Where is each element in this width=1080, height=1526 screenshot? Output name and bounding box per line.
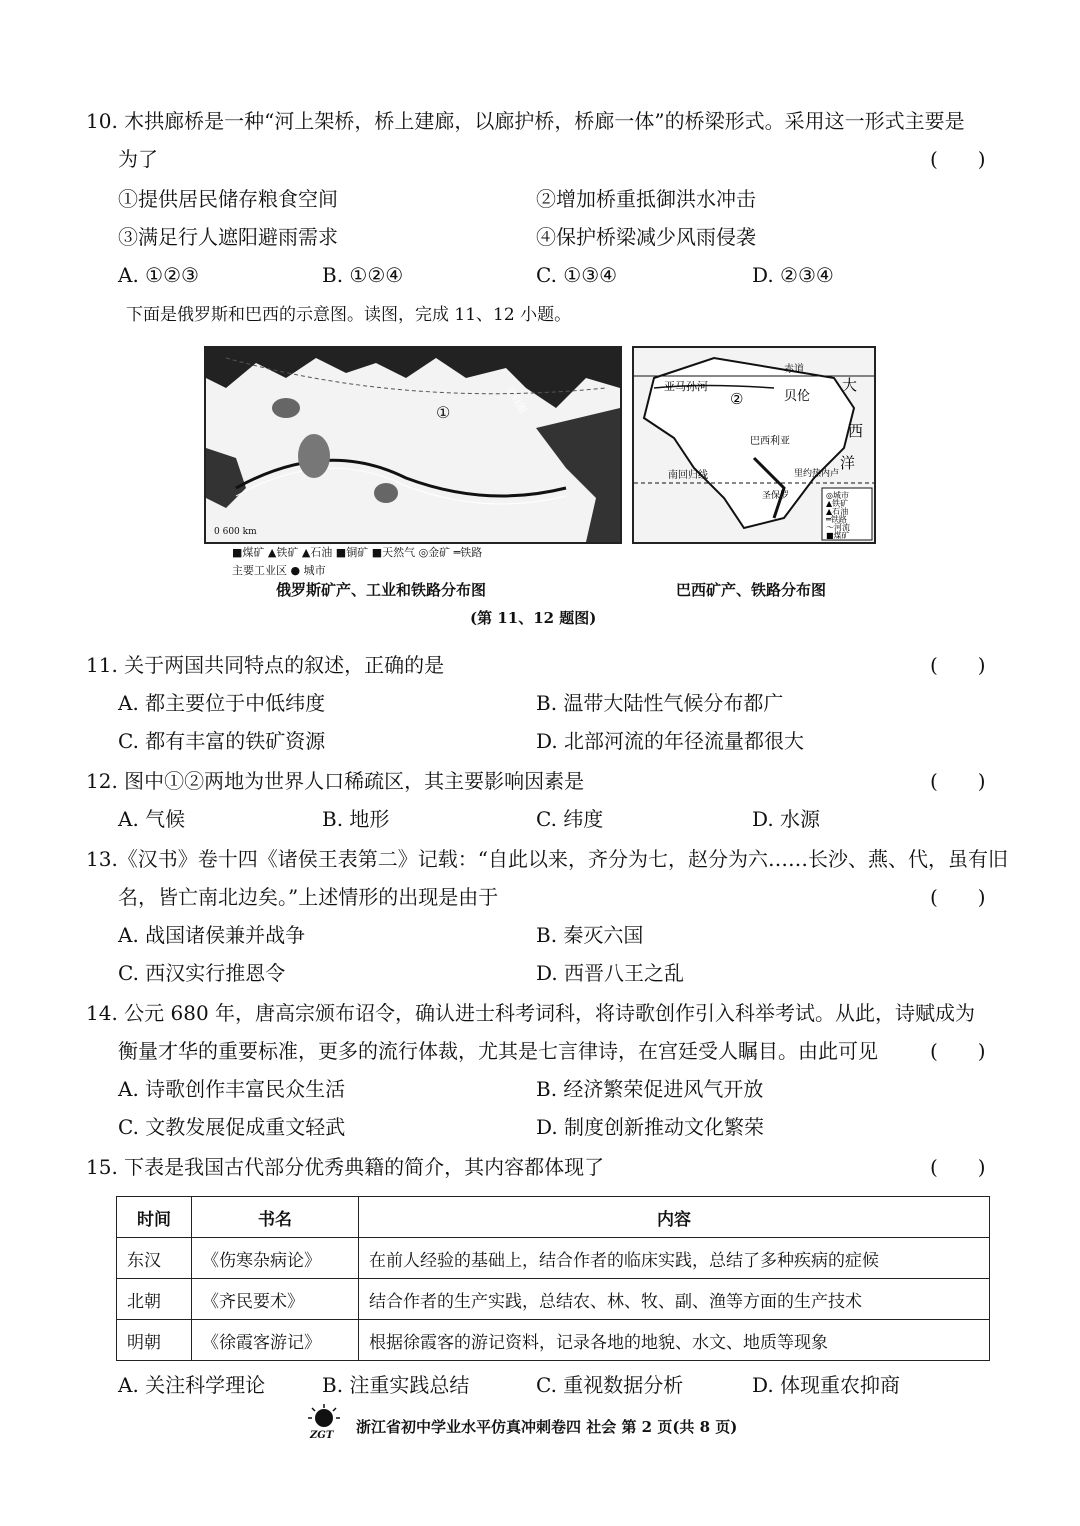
q10-item-3: ③满足行人遮阳避雨需求	[118, 225, 338, 249]
table-header-time: 时间	[117, 1197, 192, 1238]
q15-option-a: A. 关注科学理论	[118, 1373, 266, 1397]
q14-answer-paren: ( )	[930, 1039, 986, 1063]
q10-answer-paren: ( )	[930, 147, 986, 171]
q12-option-a: A. 气候	[118, 807, 186, 831]
brazil-legend-coal: ■煤矿	[826, 531, 850, 540]
q13-stem-line1: 13.《汉书》卷十四《诸侯王表第二》记载：“自此以来，齐分为七，赵分为六……长沙、燕、代，虽有旧	[86, 847, 1009, 871]
q10-option-d: D. ②③④	[752, 263, 834, 287]
q14-option-b: B. 经济繁荣促进风气开放	[536, 1077, 764, 1101]
q14-option-a: A. 诗歌创作丰富民众生活	[118, 1077, 346, 1101]
publisher-logo-text: ZGT	[310, 1430, 334, 1440]
q10-stem-line2: 为了	[118, 147, 158, 171]
intro-11-12: 下面是俄罗斯和巴西的示意图。读图，完成 11、12 小题。	[126, 305, 572, 325]
brazil-legend-river: ～河流	[826, 523, 850, 532]
q13-option-c: C. 西汉实行推恩令	[118, 961, 286, 985]
q15-answer-paren: ( )	[930, 1155, 986, 1179]
figure-caption: (第 11、12 题图)	[470, 609, 597, 627]
table-cell-content: 结合作者的生产实践，总结农、林、牧、副、渔等方面的生产技术	[359, 1279, 990, 1320]
q13-stem-line2: 名，皆亡南北边矣。”上述情形的出现是由于	[118, 885, 499, 909]
table-cell-time: 北朝	[117, 1279, 192, 1320]
q14-option-c: C. 文教发展促成重文轻武	[118, 1115, 346, 1139]
brazil-map-equator: 赤道	[784, 364, 804, 375]
q11-option-c: C. 都有丰富的铁矿资源	[118, 729, 326, 753]
page-footer: 浙江省初中学业水平仿真冲刺卷四 社会 第 2 页(共 8 页)	[356, 1418, 738, 1436]
brazil-map-belem: 贝伦	[784, 389, 811, 404]
russia-map	[204, 346, 622, 544]
table-header-book: 书名	[192, 1197, 359, 1238]
brazil-legend-iron: ▲铁矿	[826, 499, 849, 508]
russia-map-legend-line2: 主要工业区 ● 城市	[232, 564, 326, 577]
q11-answer-paren: ( )	[930, 653, 986, 677]
q11-stem: 11. 关于两国共同特点的叙述，正确的是	[86, 653, 445, 677]
russia-map-region-1: ①	[436, 403, 451, 422]
table-row	[117, 1320, 990, 1361]
q14-stem-line2: 衡量才华的重要标准，更多的流行体裁，尤其是七言律诗，在宫廷受人瞩目。由此可见	[118, 1039, 878, 1063]
q15-stem: 15. 下表是我国古代部分优秀典籍的简介，其内容都体现了	[86, 1155, 605, 1179]
brazil-map-ocean-3: 洋	[840, 454, 856, 472]
brazil-map-graphic	[634, 348, 874, 542]
q12-option-b: B. 地形	[322, 807, 390, 831]
russia-map-caption: 俄罗斯矿产、工业和铁路分布图	[276, 581, 487, 599]
q13-answer-paren: ( )	[930, 885, 986, 909]
brazil-map-caption: 巴西矿产、铁路分布图	[676, 581, 827, 599]
table-cell-time: 东汉	[117, 1238, 192, 1279]
q13-option-a: A. 战国诸侯兼并战争	[118, 923, 306, 947]
q11-option-a: A. 都主要位于中低纬度	[118, 691, 326, 715]
q12-option-d: D. 水源	[752, 807, 821, 831]
brazil-map-rio: 里约热内卢	[794, 469, 840, 479]
table-header-content: 内容	[359, 1197, 990, 1238]
table-row	[117, 1279, 990, 1320]
brazil-legend-rail: ═铁路	[826, 515, 847, 524]
q10-item-4: ④保护桥梁减少风雨侵袭	[536, 225, 756, 249]
q13-option-d: D. 西晋八王之乱	[536, 961, 685, 985]
table-cell-book: 《伤寒杂病论》	[192, 1238, 359, 1279]
brazil-map	[632, 346, 876, 544]
brazil-map-brasilia: 巴西利亚	[750, 436, 790, 447]
russia-map-arctic-label: 北极圈	[503, 384, 528, 416]
q14-option-d: D. 制度创新推动文化繁荣	[536, 1115, 765, 1139]
russia-map-legend-line1: ■煤矿 ▲铁矿 ▲石油 ■铜矿 ■天然气 ◎金矿 ═铁路	[232, 546, 483, 559]
brazil-map-ocean-2: 西	[848, 422, 864, 440]
q13-option-b: B. 秦灭六国	[536, 923, 644, 947]
q10-option-b: B. ①②④	[322, 263, 404, 287]
q10-option-a: A. ①②③	[118, 263, 199, 287]
brazil-map-region-2: ②	[730, 390, 744, 408]
brazil-map-amazon: 亚马孙河	[664, 380, 708, 393]
q15-books-table	[116, 1196, 990, 1361]
q12-stem: 12. 图中①②两地为世界人口稀疏区，其主要影响因素是	[86, 769, 585, 793]
table-cell-book: 《齐民要术》	[192, 1279, 359, 1320]
table-cell-content: 在前人经验的基础上，结合作者的临床实践，总结了多种疾病的症候	[359, 1238, 990, 1279]
q15-option-b: B. 注重实践总结	[322, 1373, 470, 1397]
brazil-map-saopaulo: 圣保罗	[762, 491, 790, 501]
q12-option-c: C. 纬度	[536, 807, 604, 831]
brazil-map-ocean-1: 大	[842, 376, 858, 394]
q15-option-d: D. 体现重农抑商	[752, 1373, 901, 1397]
table-header-row	[117, 1197, 990, 1238]
q11-option-d: D. 北部河流的年径流量都很大	[536, 729, 805, 753]
russia-map-scale: 0 600 km	[214, 527, 257, 537]
q15-option-c: C. 重视数据分析	[536, 1373, 684, 1397]
publisher-logo	[298, 1404, 350, 1440]
table-cell-book: 《徐霞客游记》	[192, 1320, 359, 1361]
q11-option-b: B. 温带大陆性气候分布都广	[536, 691, 784, 715]
q12-answer-paren: ( )	[930, 769, 986, 793]
brazil-legend-oil: ▲石油	[826, 507, 849, 516]
table-row	[117, 1238, 990, 1279]
q10-stem-line1: 10. 木拱廊桥是一种“河上架桥，桥上建廊，以廊护桥，桥廊一体”的桥梁形式。采用这一形式主要是	[86, 109, 965, 133]
q14-stem-line1: 14. 公元 680 年，唐高宗颁布诏令，确认进士科考词科，将诗歌创作引入科举考试。从此，诗赋成为	[86, 1001, 976, 1025]
brazil-legend-city: ◎城市	[826, 491, 849, 500]
q10-option-c: C. ①③④	[536, 263, 618, 287]
table-cell-time: 明朝	[117, 1320, 192, 1361]
q10-item-1: ①提供居民储存粮食空间	[118, 187, 338, 211]
russia-map-graphic	[206, 348, 620, 542]
brazil-map-tropic: 南回归线	[668, 470, 708, 481]
table-cell-content: 根据徐霞客的游记资料，记录各地的地貌、水文、地质等现象	[359, 1320, 990, 1361]
q10-item-2: ②增加桥重抵御洪水冲击	[536, 187, 756, 211]
